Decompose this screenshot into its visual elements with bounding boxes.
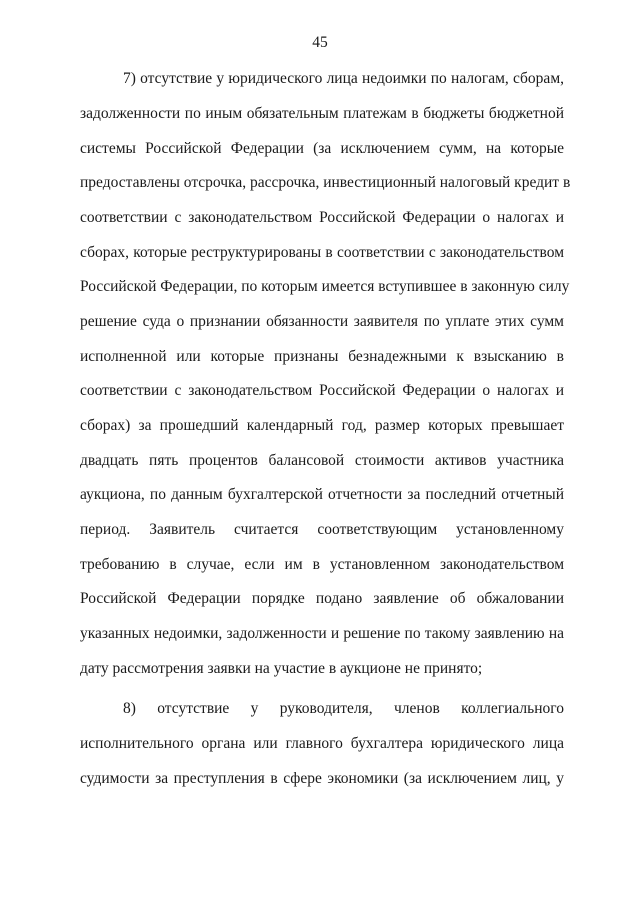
- paragraph-7-line-8: решение суда о признании обязанности заявителя по уплате этих сумм: [80, 313, 564, 330]
- paragraph-7-line-4: предоставлены отсрочка, рассрочка, инвестиционный налоговый кредит в: [80, 174, 571, 191]
- paragraph-7-line-6: сборах, которые реструктурированы в соответствии с законодательством: [80, 244, 564, 261]
- paragraph-7-line-17: указанных недоимки, задолженности и решение по такому заявлению на: [80, 625, 564, 642]
- paragraph-7-line-2: задолженности по иным обязательным платежам в бюджеты бюджетной: [80, 105, 564, 122]
- paragraph-7-line-15: требованию в случае, если им в установленном законодательством: [80, 556, 564, 573]
- paragraph-7-line-10: соответствии с законодательством Российской Федерации о налогах и: [80, 382, 564, 399]
- paragraph-8-line-1: 8) отсутствие у руководителя, членов коллегиального: [123, 700, 564, 717]
- paragraph-7-line-13: аукциона, по данным бухгалтерской отчетности за последний отчетный: [80, 486, 564, 503]
- paragraph-7-line-5: соответствии с законодательством Российской Федерации о налогах и: [80, 209, 564, 226]
- page-number: 45: [312, 34, 328, 51]
- paragraph-7-line-3: системы Российской Федерации (за исключением сумм, на которые: [80, 140, 564, 157]
- paragraph-7-line-12: двадцать пять процентов балансовой стоимости активов участника: [80, 452, 564, 469]
- paragraph-7-line-9: исполненной или которые признаны безнадежными к взысканию в: [80, 348, 564, 365]
- paragraph-7-line-14: период. Заявитель считается соответствующим установленному: [80, 521, 564, 538]
- paragraph-7-line-11: сборах) за прошедший календарный год, размер которых превышает: [80, 417, 564, 434]
- paragraph-7-line-7: Российской Федерации, по которым имеется вступившее в законную силу: [80, 278, 570, 295]
- paragraph-8-line-3: судимости за преступления в сфере экономики (за исключением лиц, у: [80, 770, 564, 787]
- paragraph-7-line-16: Российской Федерации порядке подано заявление об обжаловании: [80, 590, 564, 607]
- paragraph-8-line-2: исполнительного органа или главного бухгалтера юридического лица: [80, 735, 564, 752]
- paragraph-7-line-1: 7) отсутствие у юридического лица недоимки по налогам, сборам,: [123, 70, 564, 87]
- paragraph-7-line-18: дату рассмотрения заявки на участие в аукционе не принято;: [80, 660, 483, 677]
